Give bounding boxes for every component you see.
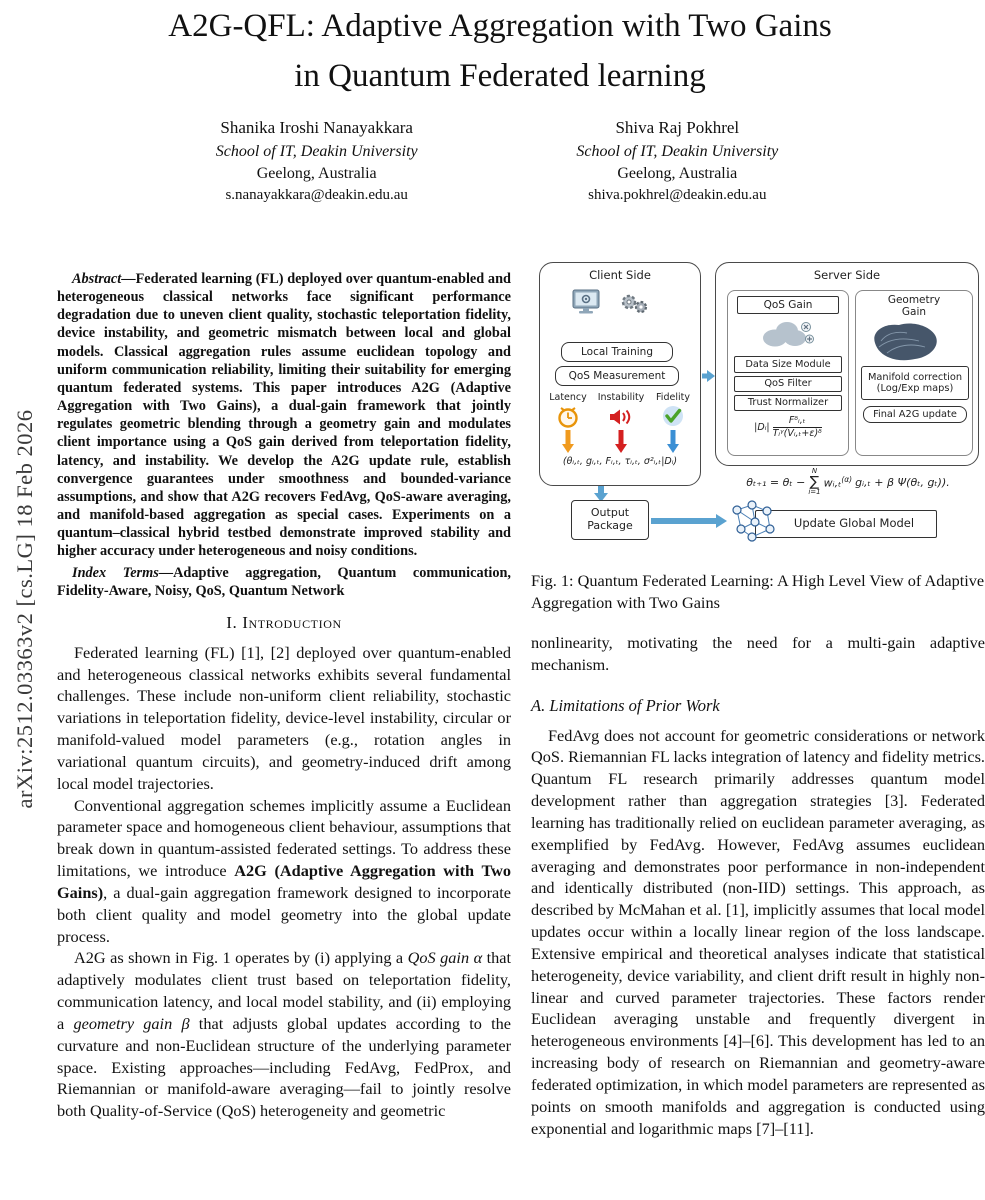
latency-label: Latency	[549, 392, 587, 403]
intro-paragraph-1	[57, 642, 511, 795]
sum-upper-limit: N	[811, 467, 818, 475]
qos-formula-denominator: Tᵢᵞ(Vᵢ,ₜ+ε)ᵟ	[772, 427, 822, 439]
limitations-text: FedAvg does not account for geometric considerations or network QoS. Riemannian FL lacks integration of latency and fidelity metrics. Quantum FL research primarily addresses quantum model development rather than aggregation strategies [3]. Federated learning has traditionally relied on euclidean parameter averaging, as exemplified by FedAvg. However, FedAvg assumes euclidean averaging and demonstrates poor performance in non-independent and identically distributed (non-IID) settings. This approach, as described by McMahan et al. [1], implicitly assumes that local model updates occur within a locally linear region of the loss landscape. Extensive empirical and theoretical analyses indicate that statistical heterogeneity, device variability, and client drift result in highly non-linear and curved parameter trajectories. These factors render Euclidean averaging unstable and frequently divergent in heterogeneous environments [4]–[6]. This development has led to an increasing body of research on Riemannian and geometry-aware federated optimization, in which model parameters are represented as points on smooth manifolds and aggregation is conducted using exponential and logarithmic maps [7]–[11].	[531, 725, 985, 1138]
paper-title-line2: in Quantum Federated learning	[294, 57, 706, 94]
output-package-box: Output Package	[571, 500, 649, 540]
qos-formula-fraction	[773, 416, 822, 440]
latency-arrow-icon	[561, 430, 575, 458]
author-city: Geelong, Australia	[256, 165, 377, 182]
author-name: Shanika Iroshi Nanayakkara	[220, 118, 413, 137]
index-terms-paragraph	[57, 564, 511, 600]
qos-formula-prefix: |Dᵢ|	[754, 422, 770, 434]
manifold-correction-line2: (Log/Exp maps)	[876, 383, 954, 394]
abstract-label: Abstract	[72, 271, 122, 287]
intro-paragraph-2-text-a: Conventional aggregation schemes implicitly assume a Euclidean parameter space and homogeneous client behaviour, assumptions that break down in quantum-assisted federated settings. To address these limitations, we introduce	[57, 795, 511, 881]
qos-formula-numerator: Fᵟᵢ,ₜ	[788, 415, 806, 426]
instability-label: Instability	[597, 392, 645, 403]
final-a2g-update-box: Final A2G update	[863, 406, 967, 423]
intro-paragraph-3-text-b: that adaptively modulates client trust based on teleportation fidelity, communication latency, and local model stability, and (ii) employing a	[57, 948, 512, 1033]
qos-gain-box: QoS Gain	[737, 296, 839, 314]
subsection-heading-limitations: A. Limitations of Prior Work	[531, 695, 720, 715]
server-side-title: Server Side	[813, 268, 881, 282]
instability-arrow-icon	[614, 430, 628, 458]
sum-lower-limit: i=1	[808, 488, 821, 496]
client-side-title: Client Side	[589, 268, 651, 282]
manifold-correction-line1: Manifold correction	[867, 371, 963, 383]
continuation-paragraph	[531, 632, 985, 676]
fidelity-label: Fidelity	[656, 392, 690, 403]
intro-paragraph-1-text: Federated learning (FL) [1], [2] deployed over quantum-enabled and heterogeneous classical networks exhibits several fundamental challenges. These include non-uniform client reliability, stochastic variations in teleportation fidelity, device-level instability, circular or manifold-valued model parameters (e.g., rotation angles in variational quantum circuits), and geometry-induced drift among local model trajectories.	[57, 642, 511, 793]
cloud-icon	[757, 316, 815, 356]
index-terms-label: Index Terms	[72, 564, 159, 581]
qos-filter-box: QoS Filter	[734, 376, 842, 392]
author-email: shiva.pokhrel@deakin.edu.au	[588, 187, 767, 203]
index-terms-text: —Adaptive aggregation, Quantum communication, Fidelity-Aware, Noisy, QoS, Quantum Network	[57, 564, 512, 599]
local-training-box: Local Training	[561, 342, 673, 362]
sum-operator	[808, 468, 820, 496]
author-block-1	[216, 118, 418, 204]
update-global-model-box: Update Global Model	[755, 510, 937, 538]
abstract-text: —Federated learning (FL) deployed over quantum-enabled and heterogeneous classical networks face significant performance degradation due to uneven client quality, stochastic teleportation fidelity, device instability, and geometric mismatch between local and global models. Classical aggregation rules assume euclidean topology and uniform communication reliability, limiting their suitability for emerging quantum federated systems. This paper introduces A2G (Adaptive Aggregation with Two Gains), a dual-gain framework that jointly regulates geometric blending through a geometry gain and modulates client importance using a QoS gain derived from teleportation fidelity, latency, and instability. We develop the A2G update rule, establish convergence guarantees under smoothness and bounded-variance assumptions, and show that A2G recovers FedAvg, QoS-aware averaging, and manifold-based aggregation as special cases. Experiments on a quantum–classical hybrid testbed demonstrate improved stability and higher accuracy under heterogeneous and noisy conditions.	[57, 271, 511, 560]
figure-1	[531, 258, 985, 560]
geometry-gain-label: Geometry Gain	[887, 294, 941, 319]
a2g-update-equation	[713, 468, 983, 496]
a2g-bold-term: A2G (Adaptive Aggregation with Two Gains)	[57, 861, 511, 902]
continuation-text: nonlinearity, motivating the need for a multi-gain adaptive mechanism.	[531, 633, 985, 674]
limitations-paragraph	[531, 725, 985, 1140]
signal-icon	[609, 406, 633, 432]
equation-right: gᵢ,ₜ + β Ψ(θₜ, gₜ)).	[855, 475, 950, 489]
author-list	[57, 118, 937, 204]
intro-paragraph-2-text-b: , a dual-gain aggregation framework designed to incorporate both client quality and model geometry into the global update process.	[57, 882, 511, 946]
equation-left: θₜ₊₁ = θₜ −	[746, 475, 806, 489]
section-heading-introduction: I. Introduction	[226, 612, 342, 632]
abstract-paragraph	[57, 270, 511, 561]
trust-normalizer-box: Trust Normalizer	[734, 395, 842, 411]
author-affiliation: School of IT, Deakin University	[576, 143, 779, 160]
client-output-tuple: (θᵢ,ₜ, gᵢ,ₜ, Fᵢ,ₜ, τᵢ,ₜ, σ²ᵢ,ₜ|Dᵢ)	[562, 456, 678, 467]
weight-symbol: wᵢ,ₜ	[823, 476, 842, 490]
author-email: s.nanayakkara@deakin.edu.au	[225, 187, 408, 203]
figure-1-caption: Fig. 1: Quantum Federated Learning: A High Level View of Adaptive Aggregation with Two Gains	[531, 571, 985, 612]
paper-title-line1: A2G-QFL: Adaptive Aggregation with Two Gains	[168, 8, 832, 44]
intro-paragraph-3-text-a: A2G as shown in Fig. 1 operates by (i) applying a	[74, 948, 408, 968]
manifold-correction-box	[861, 366, 969, 400]
paper-title	[60, 2, 940, 101]
weight-superscript: (α)	[841, 474, 853, 484]
author-name: Shiva Raj Pokhrel	[615, 118, 740, 137]
equation-weight-term	[824, 475, 853, 490]
intro-paragraph-3-text-c: that adjusts global updates according to the curvature and non-Euclidean structure of the underlying parameter space. Existing approaches—including FedAvg, FedProx, and Riemannian or manifold-aware averaging—fail to jointly resolve both Quality-of-Service (QoS) heterogeneity and geometric	[57, 1013, 512, 1121]
intro-paragraph-2	[57, 795, 511, 948]
right-column	[531, 258, 985, 1139]
manifold-icon	[867, 320, 941, 366]
intro-paragraph-3	[57, 947, 511, 1122]
network-graph-icon	[725, 498, 779, 548]
clock-icon	[557, 405, 579, 433]
author-affiliation: School of IT, Deakin University	[215, 143, 418, 160]
qos-gain-term: QoS gain α	[407, 948, 483, 968]
qos-measurement-box: QoS Measurement	[555, 366, 679, 386]
sum-symbol: ∑	[809, 474, 820, 490]
left-column	[57, 270, 511, 1122]
author-city: Geelong, Australia	[617, 165, 738, 182]
computer-icon	[571, 288, 601, 320]
qos-weight-formula	[729, 416, 847, 440]
data-size-module-box: Data Size Module	[734, 356, 842, 373]
author-block-2	[576, 118, 778, 204]
geometry-gain-term: geometry gain β	[73, 1013, 190, 1033]
check-icon	[661, 404, 685, 432]
fidelity-arrow-icon	[666, 430, 680, 458]
gears-icon	[619, 292, 651, 320]
arxiv-watermark: arXiv:2512.03363v2 [cs.LG] 18 Feb 2026	[12, 409, 37, 809]
